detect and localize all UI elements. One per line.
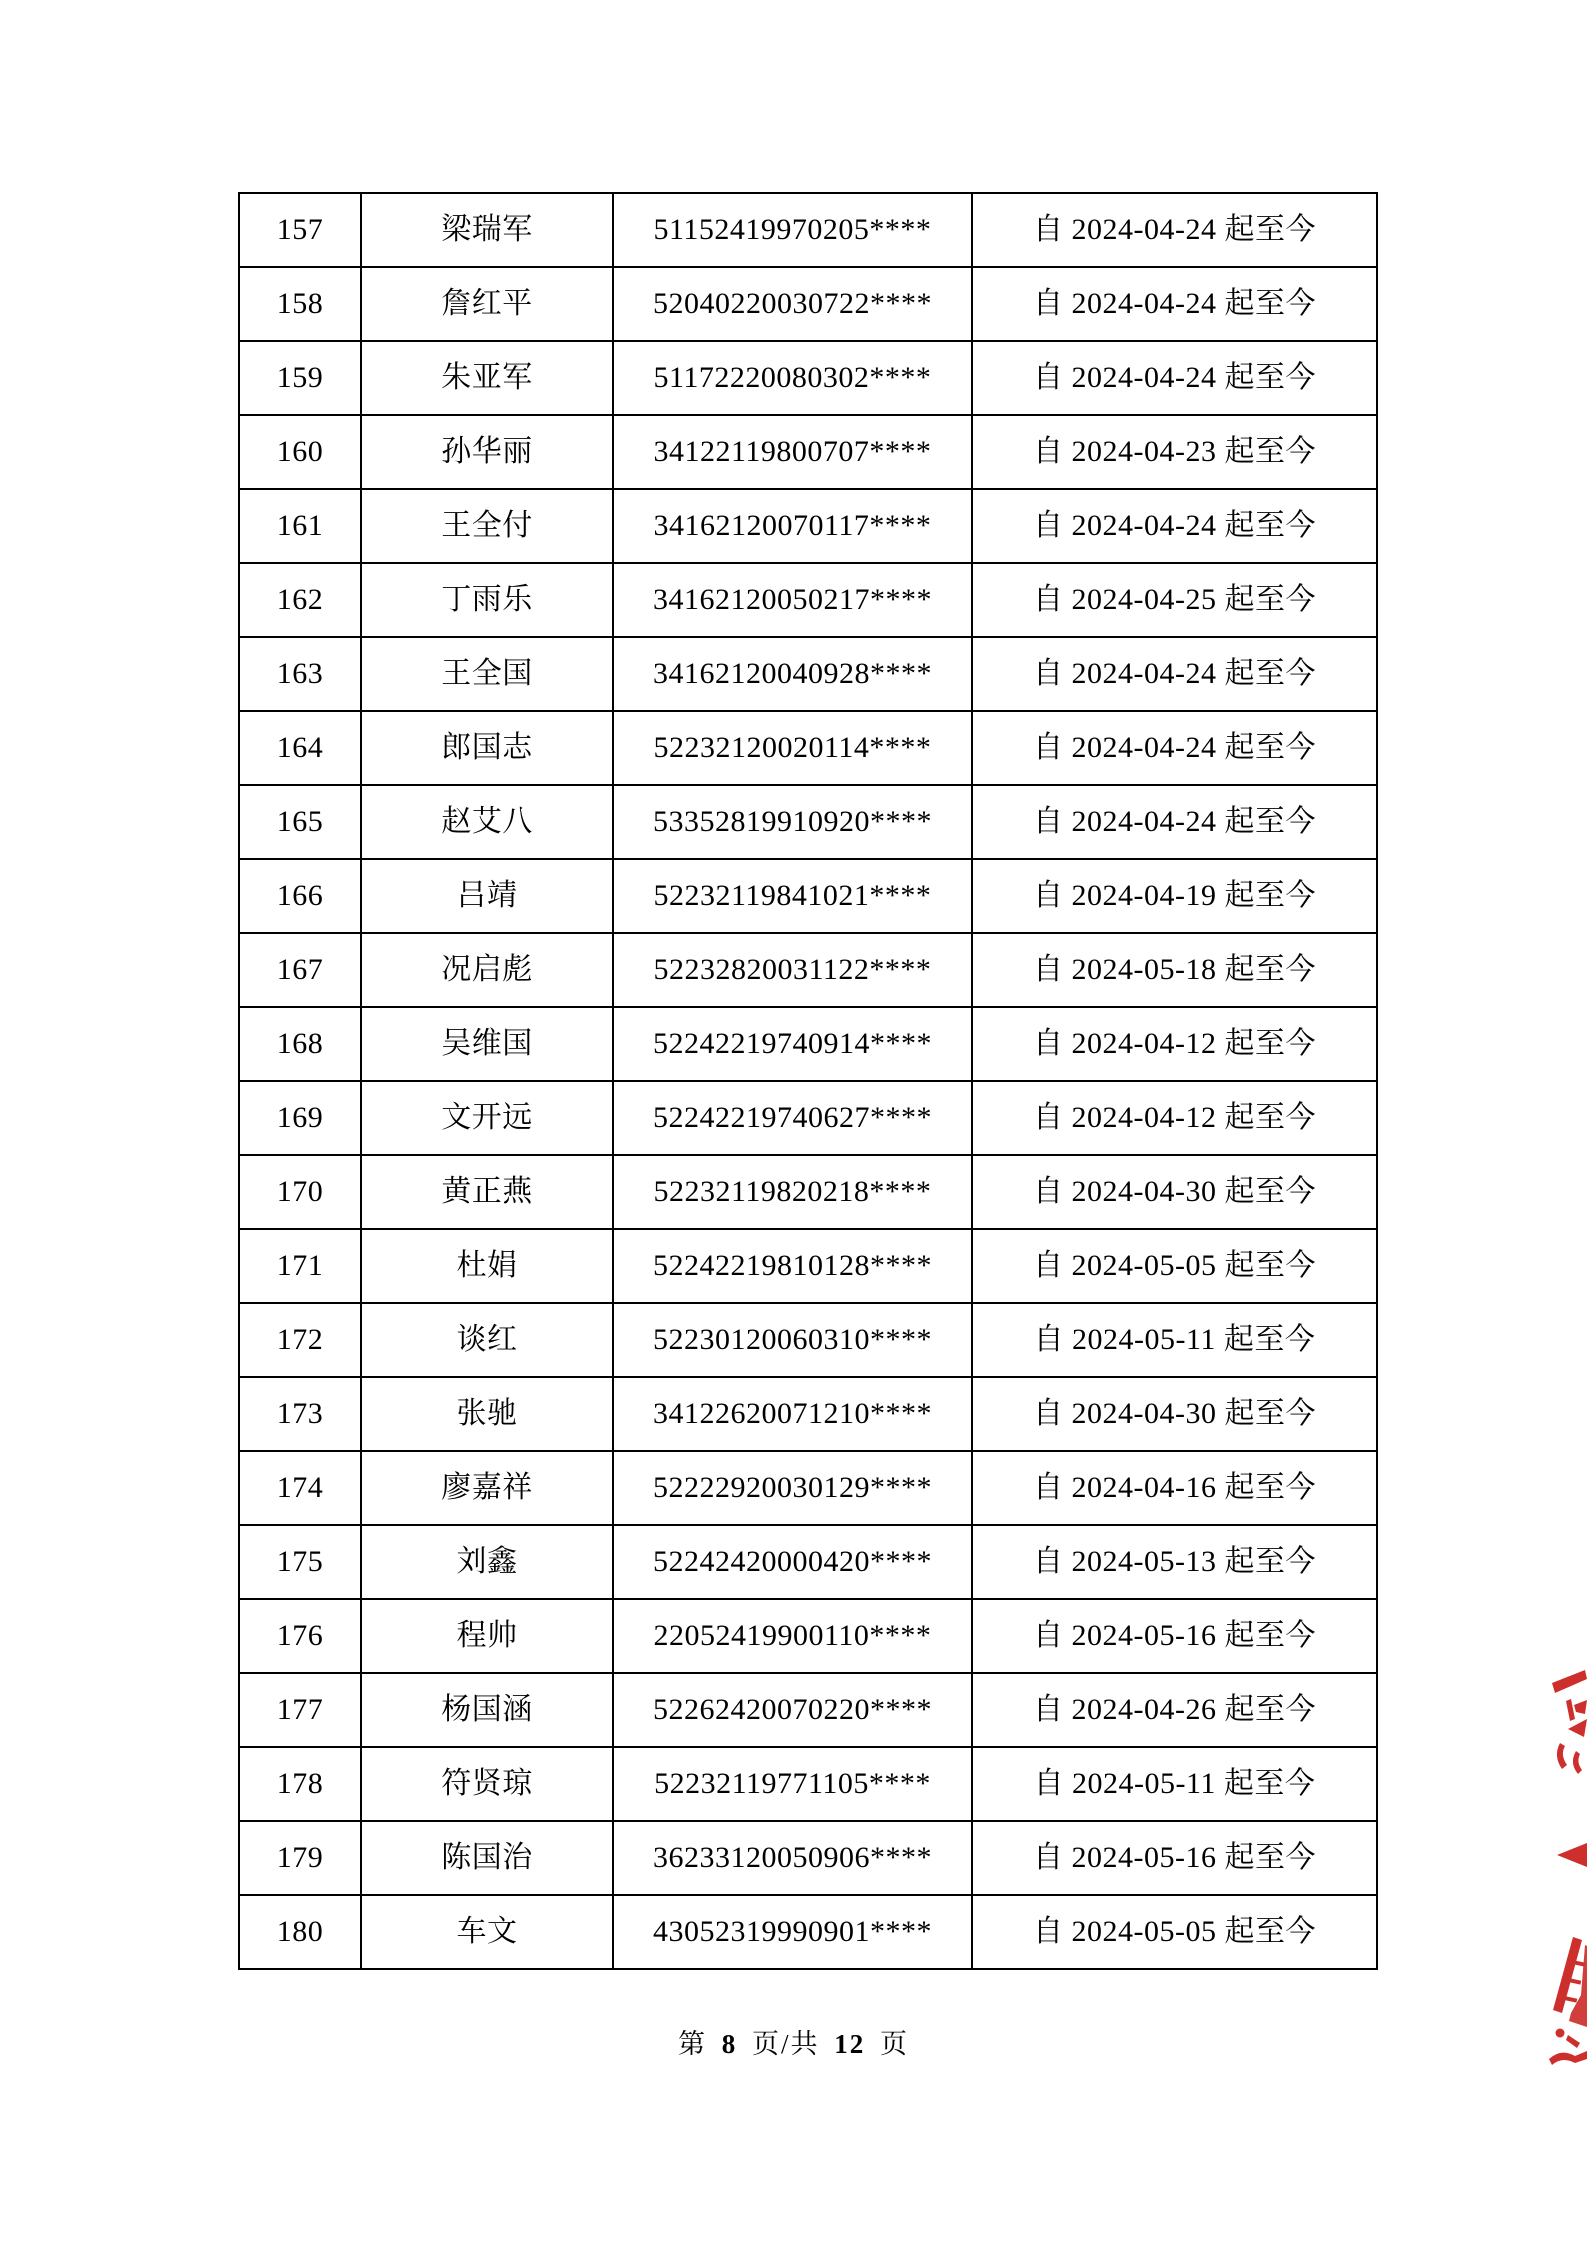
detention-period: 自 2024-05-13 起至今 xyxy=(972,1525,1377,1599)
roster-table-body xyxy=(239,193,1377,1969)
detention-period: 自 2024-04-16 起至今 xyxy=(972,1451,1377,1525)
detention-period: 自 2024-04-12 起至今 xyxy=(972,1007,1377,1081)
id-number: 36233120050906**** xyxy=(613,1821,972,1895)
id-number: 43052319990901**** xyxy=(613,1895,972,1969)
person-name: 谈红 xyxy=(361,1303,613,1377)
person-name: 黄正燕 xyxy=(361,1155,613,1229)
id-number: 34162120050217**** xyxy=(613,563,972,637)
table-row xyxy=(239,1303,1377,1377)
person-name: 陈国治 xyxy=(361,1821,613,1895)
id-number: 22052419900110**** xyxy=(613,1599,972,1673)
id-number: 52222920030129**** xyxy=(613,1451,972,1525)
person-name: 张驰 xyxy=(361,1377,613,1451)
id-number: 34162120040928**** xyxy=(613,637,972,711)
id-number: 52242219810128**** xyxy=(613,1229,972,1303)
person-name: 刘鑫 xyxy=(361,1525,613,1599)
person-name: 程帅 xyxy=(361,1599,613,1673)
detention-period: 自 2024-04-24 起至今 xyxy=(972,341,1377,415)
row-number: 174 xyxy=(239,1451,361,1525)
row-number: 175 xyxy=(239,1525,361,1599)
id-number: 51152419970205**** xyxy=(613,193,972,267)
red-seal-fragment-icon xyxy=(1545,1655,1587,2065)
row-number: 176 xyxy=(239,1599,361,1673)
detention-period: 自 2024-04-24 起至今 xyxy=(972,193,1377,267)
table-row xyxy=(239,859,1377,933)
person-name: 王全国 xyxy=(361,637,613,711)
detention-period: 自 2024-04-23 起至今 xyxy=(972,415,1377,489)
person-name: 车文 xyxy=(361,1895,613,1969)
table-row xyxy=(239,1377,1377,1451)
detention-period: 自 2024-05-05 起至今 xyxy=(972,1229,1377,1303)
id-number: 52232119820218**** xyxy=(613,1155,972,1229)
table-row xyxy=(239,1747,1377,1821)
table-row xyxy=(239,1673,1377,1747)
table-row xyxy=(239,563,1377,637)
row-number: 177 xyxy=(239,1673,361,1747)
row-number: 178 xyxy=(239,1747,361,1821)
row-number: 162 xyxy=(239,563,361,637)
table-row xyxy=(239,489,1377,563)
detention-period: 自 2024-05-18 起至今 xyxy=(972,933,1377,1007)
id-number: 52242219740627**** xyxy=(613,1081,972,1155)
person-name: 郎国志 xyxy=(361,711,613,785)
row-number: 163 xyxy=(239,637,361,711)
detention-period: 自 2024-04-24 起至今 xyxy=(972,711,1377,785)
table-row xyxy=(239,933,1377,1007)
row-number: 173 xyxy=(239,1377,361,1451)
row-number: 172 xyxy=(239,1303,361,1377)
table-row xyxy=(239,711,1377,785)
person-name: 符贤琼 xyxy=(361,1747,613,1821)
table-row xyxy=(239,637,1377,711)
id-number: 52242219740914**** xyxy=(613,1007,972,1081)
person-name: 杨国涵 xyxy=(361,1673,613,1747)
table-row xyxy=(239,193,1377,267)
person-name: 吴维国 xyxy=(361,1007,613,1081)
id-number: 52232119841021**** xyxy=(613,859,972,933)
person-name: 杜娟 xyxy=(361,1229,613,1303)
row-number: 180 xyxy=(239,1895,361,1969)
id-number: 52040220030722**** xyxy=(613,267,972,341)
person-name: 吕靖 xyxy=(361,859,613,933)
footer-total-pages: 12 xyxy=(834,2029,866,2059)
person-name: 丁雨乐 xyxy=(361,563,613,637)
id-number: 34162120070117**** xyxy=(613,489,972,563)
detention-period: 自 2024-04-24 起至今 xyxy=(972,637,1377,711)
detention-period: 自 2024-04-19 起至今 xyxy=(972,859,1377,933)
id-number: 34122119800707**** xyxy=(613,415,972,489)
detention-period: 自 2024-04-30 起至今 xyxy=(972,1377,1377,1451)
detention-period: 自 2024-04-12 起至今 xyxy=(972,1081,1377,1155)
id-number: 52232820031122**** xyxy=(613,933,972,1007)
row-number: 179 xyxy=(239,1821,361,1895)
row-number: 160 xyxy=(239,415,361,489)
person-name: 文开远 xyxy=(361,1081,613,1155)
person-name: 赵艾八 xyxy=(361,785,613,859)
table-row xyxy=(239,341,1377,415)
footer-page-number: 8 xyxy=(721,2029,738,2059)
row-number: 167 xyxy=(239,933,361,1007)
table-row xyxy=(239,785,1377,859)
person-name: 梁瑞军 xyxy=(361,193,613,267)
table-row xyxy=(239,1451,1377,1525)
id-number: 34122620071210**** xyxy=(613,1377,972,1451)
id-number: 52262420070220**** xyxy=(613,1673,972,1747)
person-name: 朱亚军 xyxy=(361,341,613,415)
detention-period: 自 2024-05-11 起至今 xyxy=(972,1747,1377,1821)
id-number: 53352819910920**** xyxy=(613,785,972,859)
table-row xyxy=(239,1599,1377,1673)
detention-period: 自 2024-05-16 起至今 xyxy=(972,1599,1377,1673)
table-row xyxy=(239,1525,1377,1599)
table-row xyxy=(239,1821,1377,1895)
person-name: 孙华丽 xyxy=(361,415,613,489)
row-number: 165 xyxy=(239,785,361,859)
footer-prefix: 第 xyxy=(677,2029,707,2059)
id-number: 52232120020114**** xyxy=(613,711,972,785)
roster-table xyxy=(238,192,1378,1970)
person-name: 詹红平 xyxy=(361,267,613,341)
detention-period: 自 2024-04-25 起至今 xyxy=(972,563,1377,637)
detention-period: 自 2024-05-11 起至今 xyxy=(972,1303,1377,1377)
id-number: 52230120060310**** xyxy=(613,1303,972,1377)
table-row xyxy=(239,1895,1377,1969)
detention-period: 自 2024-04-24 起至今 xyxy=(972,489,1377,563)
row-number: 169 xyxy=(239,1081,361,1155)
row-number: 159 xyxy=(239,341,361,415)
page-footer xyxy=(0,2022,1587,2061)
table-row xyxy=(239,1155,1377,1229)
row-number: 166 xyxy=(239,859,361,933)
table-row xyxy=(239,267,1377,341)
table-row xyxy=(239,415,1377,489)
row-number: 157 xyxy=(239,193,361,267)
id-number: 51172220080302**** xyxy=(613,341,972,415)
detention-period: 自 2024-05-05 起至今 xyxy=(972,1895,1377,1969)
id-number: 52232119771105**** xyxy=(613,1747,972,1821)
id-number: 52242420000420**** xyxy=(613,1525,972,1599)
person-name: 况启彪 xyxy=(361,933,613,1007)
person-name: 王全付 xyxy=(361,489,613,563)
detention-period: 自 2024-04-24 起至今 xyxy=(972,267,1377,341)
row-number: 171 xyxy=(239,1229,361,1303)
person-name: 廖嘉祥 xyxy=(361,1451,613,1525)
detention-period: 自 2024-04-26 起至今 xyxy=(972,1673,1377,1747)
row-number: 161 xyxy=(239,489,361,563)
table-row xyxy=(239,1081,1377,1155)
row-number: 170 xyxy=(239,1155,361,1229)
table-row xyxy=(239,1229,1377,1303)
detention-period: 自 2024-04-24 起至今 xyxy=(972,785,1377,859)
row-number: 168 xyxy=(239,1007,361,1081)
detention-period: 自 2024-05-16 起至今 xyxy=(972,1821,1377,1895)
footer-mid: 页/共 xyxy=(751,2029,820,2059)
row-number: 158 xyxy=(239,267,361,341)
table-row xyxy=(239,1007,1377,1081)
detention-period: 自 2024-04-30 起至今 xyxy=(972,1155,1377,1229)
row-number: 164 xyxy=(239,711,361,785)
footer-suffix: 页 xyxy=(880,2029,909,2059)
